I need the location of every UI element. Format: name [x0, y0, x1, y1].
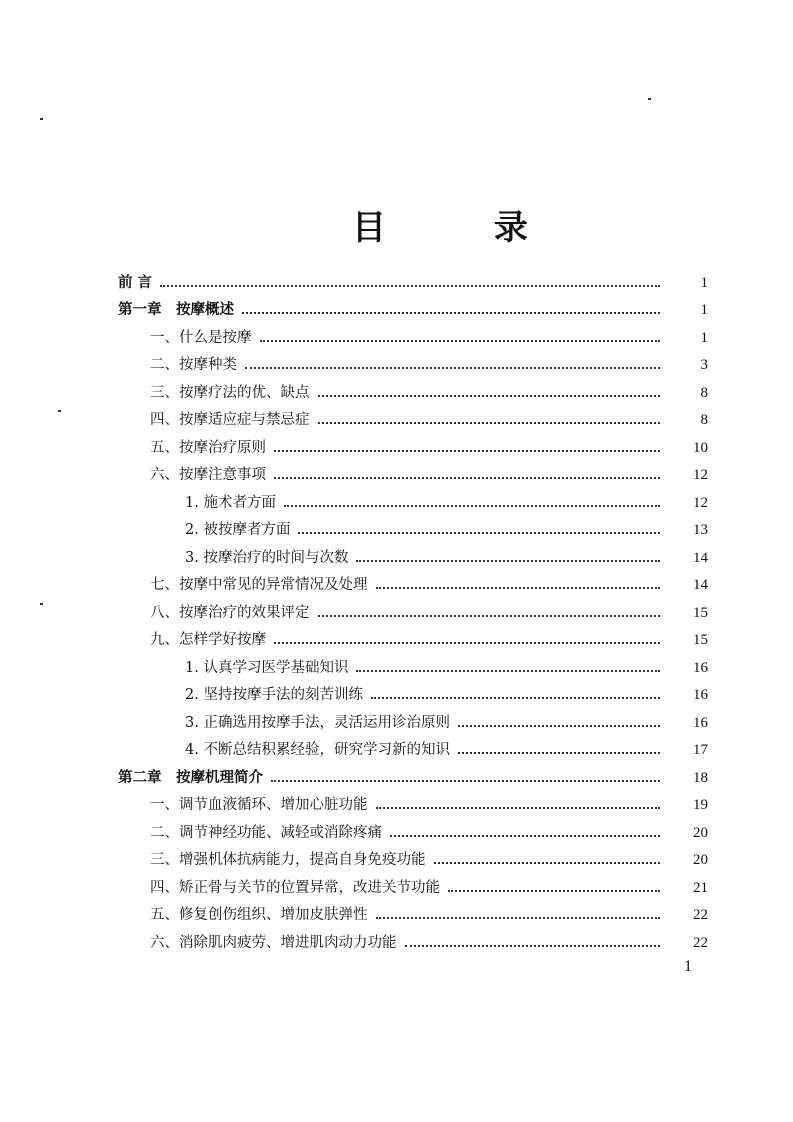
toc-entry-page: 10: [693, 439, 708, 456]
toc-entry-label: 八、按摩治疗的效果评定: [150, 604, 310, 621]
toc-entry-label: 1. 施术者方面: [185, 494, 276, 511]
toc-entry: [118, 924, 712, 952]
toc-entry-label: 五、修复创伤组织、增加皮肤弹性: [150, 907, 368, 923]
toc-entry: [118, 677, 712, 705]
page-title: 目 录: [352, 208, 576, 248]
toc-entry-label: 二、调节神经功能、减轻或消除疼痛: [150, 824, 382, 841]
page-number: 1: [684, 958, 692, 975]
toc-entry-page: 1: [700, 329, 708, 346]
toc-entry-label: 七、按摩中常见的异常情况及处理: [150, 577, 368, 593]
toc-entry-label: 四、按摩适应症与禁忌症: [150, 412, 310, 428]
toc-entry: [118, 457, 712, 485]
table-of-contents: [118, 264, 712, 952]
dot-leader: [434, 862, 661, 864]
toc-entry-page: 1: [700, 302, 708, 318]
toc-entry-page: 22: [693, 907, 708, 923]
dot-leader: [356, 670, 660, 672]
dot-leader: [458, 752, 660, 754]
toc-entry: [118, 732, 712, 760]
toc-entry-label: 六、按摩注意事项: [150, 467, 266, 483]
toc-entry: [118, 539, 712, 567]
dot-leader: [298, 532, 660, 534]
toc-entry-label: 九、怎样学好按摩: [150, 632, 266, 648]
toc-entry: [118, 374, 712, 402]
toc-entry-page: 20: [693, 824, 708, 841]
toc-entry-page: 19: [693, 797, 708, 813]
toc-entry: [118, 264, 712, 292]
toc-entry-page: 22: [693, 934, 708, 951]
toc-entry-page: 16: [693, 714, 708, 731]
dot-leader: [274, 450, 660, 452]
toc-entry-page: 8: [700, 412, 708, 428]
dot-leader: [242, 312, 660, 314]
toc-entry: [118, 622, 712, 650]
toc-entry: [118, 869, 712, 897]
dot-leader: [376, 917, 661, 919]
toc-entry-page: 17: [693, 742, 708, 758]
toc-entry-page: 12: [693, 467, 708, 483]
toc-entry: [118, 484, 712, 512]
toc-entry: [118, 429, 712, 457]
toc-entry-page: 14: [693, 549, 708, 566]
scan-speck: [58, 410, 61, 412]
toc-entry: [118, 704, 712, 732]
toc-entry-label: 4. 不断总结积累经验，研究学习新的知识: [185, 742, 450, 758]
dot-leader: [160, 285, 660, 287]
toc-entry-page: 3: [700, 357, 708, 373]
toc-entry-label: 二、按摩种类: [150, 357, 237, 373]
toc-entry-label: 2. 坚持按摩手法的刻苦训练: [185, 687, 363, 703]
toc-entry: [118, 347, 712, 375]
toc-entry-label: 五、按摩治疗原则: [150, 439, 266, 456]
scan-speck: [648, 98, 651, 100]
dot-leader: [371, 697, 660, 699]
toc-entry-label: 六、消除肌肉疲劳、增进肌肉动力功能: [150, 934, 397, 951]
toc-entry: [118, 842, 712, 870]
toc-entry: [118, 649, 712, 677]
toc-entry: [118, 319, 712, 347]
toc-entry-page: 14: [693, 577, 708, 593]
toc-entry-page: 16: [693, 687, 708, 703]
toc-entry-label: 1. 认真学习医学基础知识: [185, 659, 349, 676]
toc-entry-label: 2. 被按摩者方面: [185, 522, 291, 538]
dot-leader: [318, 422, 661, 424]
toc-entry-label: 第一章 按摩概述: [118, 302, 234, 318]
toc-entry-label: 第二章 按摩机理简介: [118, 769, 263, 786]
dot-leader: [318, 615, 661, 617]
toc-entry-page: 8: [700, 384, 708, 401]
toc-entry: [118, 814, 712, 842]
toc-entry-page: 1: [700, 274, 708, 291]
dot-leader: [260, 340, 661, 342]
toc-entry: [118, 567, 712, 595]
dot-leader: [274, 477, 660, 479]
toc-entry-page: 21: [693, 879, 708, 896]
dot-leader: [284, 505, 660, 507]
toc-entry: [118, 787, 712, 815]
dot-leader: [245, 367, 660, 369]
toc-entry-label: 前 言: [118, 274, 153, 291]
toc-entry-page: 18: [693, 769, 708, 786]
dot-leader: [274, 642, 660, 644]
dot-leader: [458, 725, 660, 727]
toc-entry-page: 16: [693, 659, 708, 676]
toc-entry: [118, 759, 712, 787]
dot-leader: [390, 835, 660, 837]
dot-leader: [356, 560, 660, 562]
dot-leader: [376, 587, 661, 589]
dot-leader: [405, 945, 661, 947]
toc-entry-page: 12: [693, 494, 708, 511]
scan-speck: [40, 118, 43, 120]
dot-leader: [318, 395, 661, 397]
toc-entry: [118, 292, 712, 320]
toc-entry: [118, 402, 712, 430]
toc-entry-page: 20: [693, 852, 708, 868]
toc-entry-label: 四、矫正骨与关节的位置异常，改进关节功能: [150, 879, 440, 896]
toc-entry-page: 13: [693, 522, 708, 538]
toc-entry-page: 15: [693, 604, 708, 621]
toc-entry-label: 三、按摩疗法的优、缺点: [150, 384, 310, 401]
toc-entry: [118, 594, 712, 622]
toc-entry: [118, 512, 712, 540]
toc-entry-label: 3. 正确选用按摩手法，灵活运用诊治原则: [185, 714, 450, 731]
toc-entry-page: 15: [693, 632, 708, 648]
toc-entry-label: 一、什么是按摩: [150, 329, 252, 346]
dot-leader: [271, 780, 660, 782]
dot-leader: [376, 807, 661, 809]
scan-speck: [40, 603, 43, 605]
toc-entry: [118, 897, 712, 925]
toc-entry-label: 三、增强机体抗病能力，提高自身免疫功能: [150, 852, 426, 868]
dot-leader: [448, 890, 660, 892]
toc-entry-label: 3. 按摩治疗的时间与次数: [185, 549, 349, 566]
toc-entry-label: 一、调节血液循环、增加心脏功能: [150, 797, 368, 813]
